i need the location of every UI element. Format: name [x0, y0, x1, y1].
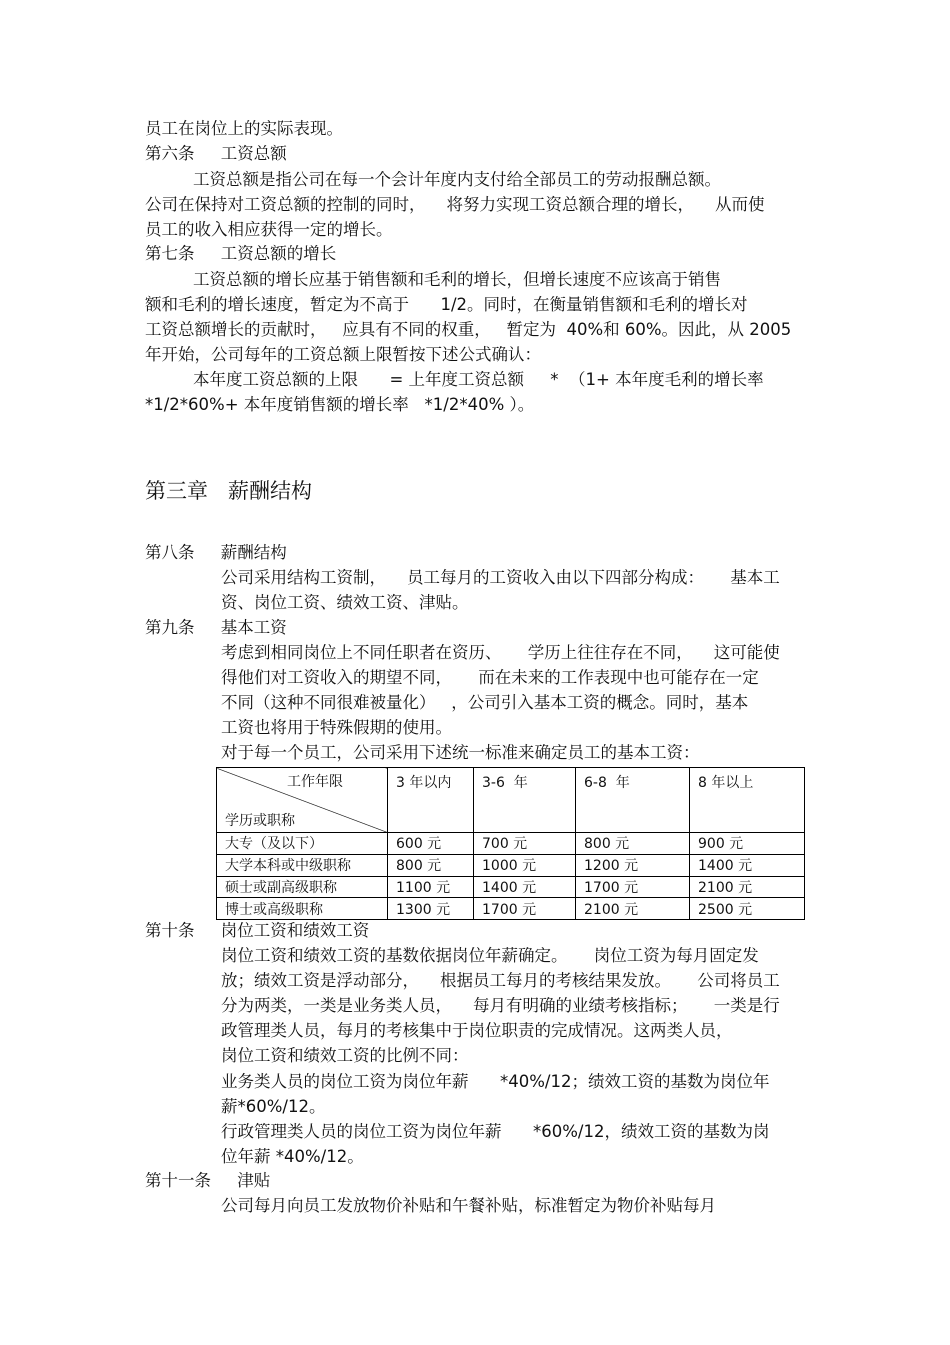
table-cell: 2500 元 — [690, 898, 805, 920]
table-cell: 2100 元 — [690, 876, 805, 898]
table-row — [217, 854, 805, 876]
text-line: 工资总额的增长应基于销售额和毛利的增长，但增长速度不应该高于销售 — [193, 270, 721, 289]
formula-line: *1/2*60%+ 本年度销售额的增长率 *1/2*40% ）。 — [145, 395, 535, 414]
text-line: 公司在保持对工资总额的控制的同时， 将努力实现工资总额合理的增长， 从而使 — [145, 195, 765, 214]
base-salary-table — [216, 767, 805, 920]
text-line: 不同（这种不同很难被量化） ，公司引入基本工资的概念。同时，基本 — [221, 693, 749, 712]
table-cell: 1700 元 — [474, 898, 576, 920]
text-line: 公司采用结构工资制， 员工每月的工资收入由以下四部分构成： 基本工 — [221, 568, 780, 587]
text-line: 岗位工资和绩效工资的基数依据岗位年薪确定。 岗位工资为每月固定发 — [221, 946, 759, 965]
text-line: 位年薪 *40%/12。 — [221, 1147, 364, 1166]
table-row — [217, 833, 805, 855]
text-line: 考虑到相同岗位上不同任职者在资历、 学历上往往存在不同， 这可能使 — [221, 643, 780, 662]
text-line: 得他们对工资收入的期望不同， 而在未来的工作表现中也可能存在一定 — [221, 668, 759, 687]
text-line: 行政管理类人员的岗位工资为岗位年薪 *60%/12，绩效工资的基数为岗 — [221, 1122, 770, 1141]
row-label: 大专（及以下） — [217, 833, 388, 855]
table-cell: 1400 元 — [690, 854, 805, 876]
table-row — [217, 898, 805, 920]
text-line: 资、岗位工资、绩效工资、津贴。 — [221, 593, 469, 612]
article-6-heading: 第六条 工资总额 — [145, 144, 287, 163]
text-line: 工资总额增长的贡献时， 应具有不同的权重， 暂定为 40%和 60%。因此，从 2005 — [145, 320, 792, 339]
table-cell: 1000 元 — [474, 854, 576, 876]
text-line: 对于每一个员工，公司采用下述统一标准来确定员工的基本工资： — [221, 743, 700, 762]
text-line: 员工的收入相应获得一定的增长。 — [145, 220, 393, 239]
formula-line: 本年度工资总额的上限 = 上年度工资总额 * （1+ 本年度毛利的增长率 — [193, 370, 764, 389]
article-7-heading: 第七条 工资总额的增长 — [145, 244, 337, 263]
text-line: 工资总额是指公司在每一个会计年度内支付给全部员工的劳动报酬总额。 — [193, 170, 721, 189]
article-8-heading: 第八条 薪酬结构 — [145, 543, 287, 562]
text-line: 政管理类人员，每月的考核集中于岗位职责的完成情况。这两类人员， — [221, 1021, 733, 1040]
row-label: 硕士或副高级职称 — [217, 876, 388, 898]
table-cell: 1100 元 — [388, 876, 474, 898]
table-cell: 1200 元 — [576, 854, 690, 876]
table-cell: 800 元 — [388, 854, 474, 876]
text-line: 分为两类，一类是业务类人员， 每月有明确的业绩考核指标； 一类是行 — [221, 996, 780, 1015]
table-cell: 1700 元 — [576, 876, 690, 898]
table-row — [217, 876, 805, 898]
column-header: 3 年以内 — [388, 768, 474, 833]
row-label: 博士或高级职称 — [217, 898, 388, 920]
article-9-heading: 第九条 基本工资 — [145, 618, 287, 637]
table-corner-cell — [217, 768, 388, 833]
table-cell: 600 元 — [388, 833, 474, 855]
corner-label-years: 工作年限 — [287, 774, 343, 790]
column-header: 3-6 年 — [474, 768, 576, 833]
text-line: 年开始，公司每年的工资总额上限暂按下述公式确认： — [145, 345, 541, 364]
text-line: 工资也将用于特殊假期的使用。 — [221, 718, 452, 737]
table-cell: 1400 元 — [474, 876, 576, 898]
text-line: 业务类人员的岗位工资为岗位年薪 *40%/12；绩效工资的基数为岗位年 — [221, 1072, 770, 1091]
table-cell: 700 元 — [474, 833, 576, 855]
column-header: 6-8 年 — [576, 768, 690, 833]
corner-label-education: 学历或职称 — [225, 813, 295, 829]
table-cell: 1300 元 — [388, 898, 474, 920]
chapter-3-heading: 第三章 薪酬结构 — [145, 479, 313, 503]
article-10-heading: 第十条 岗位工资和绩效工资 — [145, 921, 370, 940]
table-cell: 900 元 — [690, 833, 805, 855]
text-line: 额和毛利的增长速度，暂定为不高于 1/2。同时，在衡量销售额和毛利的增长对 — [145, 295, 748, 314]
article-11-heading: 第十一条 津贴 — [145, 1171, 271, 1190]
row-label: 大学本科或中级职称 — [217, 854, 388, 876]
text-line: 放；绩效工资是浮动部分， 根据员工每月的考核结果发放。 公司将员工 — [221, 971, 780, 990]
table-cell: 800 元 — [576, 833, 690, 855]
column-header: 8 年以上 — [690, 768, 805, 833]
table-cell: 2100 元 — [576, 898, 690, 920]
text-line: 薪*60%/12。 — [221, 1097, 326, 1116]
text-line: 岗位工资和绩效工资的比例不同： — [221, 1046, 469, 1065]
text-line: 员工在岗位上的实际表现。 — [145, 119, 343, 138]
text-line: 公司每月向员工发放物价补贴和午餐补贴，标准暂定为物价补贴每月 — [221, 1196, 716, 1215]
